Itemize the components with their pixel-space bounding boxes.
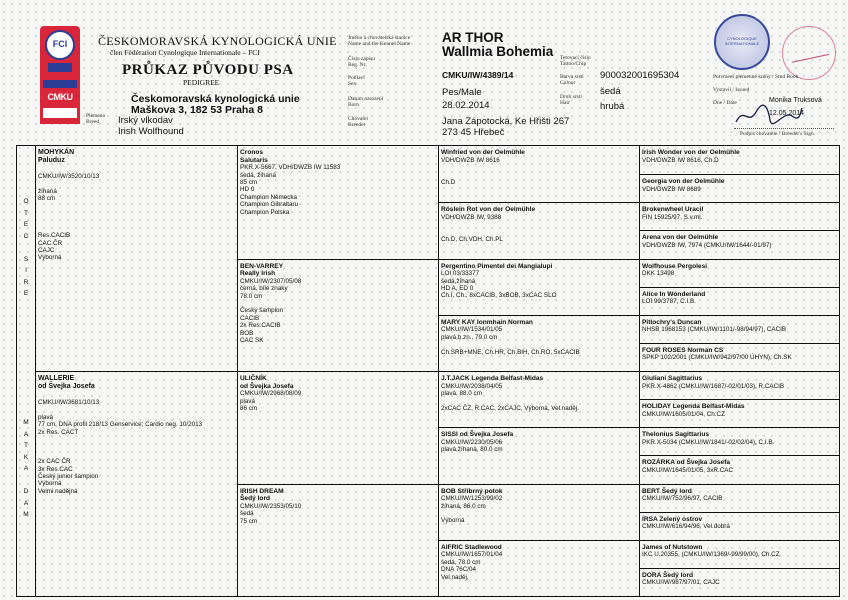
ancestor-detail: Ch.I, Ch., 8xCACIB, 3xBOB, 3xCAC SLO [441,292,557,300]
ancestor-name: Wolfhouse Pergolesi [642,262,708,270]
hair-label: Druh srsti Hair [560,94,582,106]
ancestor-detail: VDH/DWZB IW, 7974 (CMKU/IW/1644/-01/97) [642,241,772,249]
sire-side-letter: R [23,278,29,286]
ancestor-detail: CMKU/IW/2230/05/06 [441,438,503,446]
ancestor-gen1-1 [35,146,237,371]
breed-en: Irish Wolfhound [118,126,184,137]
sire-side-letter: I [25,267,27,274]
ancestor-detail: Res.CACIB [38,232,71,240]
ancestor-gen4-9 [639,371,839,399]
ancestor-detail: FIN 15925/97, S.v.ml. [642,213,703,221]
ancestor-gen3-1 [438,146,639,202]
dam-side-letter: M [23,419,29,426]
ancestor-detail: CMKU/IW/1534/01/05 [441,326,503,334]
ancestor-kennel: Paluduz [38,157,65,164]
ancestor-name: DORA Šedý lord [642,571,694,579]
dog-hair: hrubá [600,101,625,112]
ancestor-detail: plavá [38,413,54,421]
pedigree-table [16,145,840,597]
born-label: Datum narození Born [348,96,384,108]
ancestor-detail: 77 cm, DNA profil 218/13 Genservice; Cardio neg. 10/2013 [38,421,203,429]
ancestor-detail [441,164,636,171]
ancestor-name: Thelonius Sagittarius [642,431,710,439]
ancestor-detail: Český šampion [240,307,284,315]
ancestor-gen4-11 [639,427,839,455]
dam-side-letter [17,477,35,489]
ancestor-gen2-4 [237,484,438,597]
ancestor-gen4-10 [639,399,839,427]
handwritten-signature [734,104,804,126]
ancestor-detail: LOI 03/33377 [441,270,480,278]
tattoo-label: Tetovací číslo Tattoo/Chip [560,55,591,67]
org-name: ČESKOMORAVSKÁ KYNOLOGICKÁ UNIE [98,34,337,48]
ancestor-name: Brokenwheel Uracil [642,206,704,214]
issue-date: 12.05.2014 [769,110,805,117]
ancestor-detail: Český junior šampion [38,473,99,481]
ancestor-detail: 78.0 cm [240,292,263,300]
ancestor-gen3-2 [438,202,639,258]
dam-side-label [17,419,35,523]
issued-label: Vystavil / Issued [713,87,750,93]
reg-label: Číslo zápisu Reg. Nr. [348,56,376,68]
ancestor-gen4-15 [639,540,839,568]
ancestor-detail: 2x CAC ČR [38,458,71,466]
ancestor-name: ROZÁRKA od Švejka Josefa [642,459,731,467]
ancestor-name: AIFRIC Stadlewood [441,543,502,551]
ancestor-gen2-1 [237,146,438,259]
ancestor-detail: šedá, žíhaná [240,171,277,179]
dog-colour: šedá [600,86,621,97]
ancestor-gen4-1 [639,146,839,174]
ancestor-name: Röslein Rot von der Oelmühle [441,206,536,214]
ancestor-name: IRISH DREAM [240,487,284,495]
ancestor-detail: šedá [240,510,254,518]
ancestor-kennel: od Švejka Josefa [240,382,294,390]
breeder-sign-label: Podpis chovatele / Breeder's Sign. [740,131,816,137]
ancestor-detail: HD A, ED 0 [441,284,474,292]
ancestor-detail: VDH/DWZB IW, 9388 [441,213,502,221]
ancestor-gen4-2 [639,174,839,202]
ancestor-detail: IKC U.20355, (CMKU/IW/1369/-99/99/00), Ch.CZ [642,551,780,559]
ancestor-gen4-16 [639,568,839,596]
sire-side-letter: S [23,255,29,263]
ancestor-detail: plavá, 88.0 cm [441,390,482,397]
ancestor-gen4-14 [639,512,839,540]
ancestor-name: J.T.JACK Legenda Belfast-Midas [441,375,544,382]
ancestor-detail: PKR.X-5667, VDH/DWZB IW 11583 [240,164,341,172]
dog-name: AR THOR [442,30,504,45]
ancestor-name: Winfried von der Oelmühle [441,149,525,156]
ancestor-name: Georgia von der Oelmühle [642,178,725,186]
ancestor-detail: Ch.D [441,178,456,186]
breed-cz: Irský vlkodav [118,115,173,126]
ancestor-gen4-5 [639,259,839,287]
ancestor-detail: 86 cm [240,405,258,412]
ancestor-detail: VDH/DWZB IW 8616, Ch.D [642,156,719,164]
ancestor-detail: 2x Res. CACT [38,428,79,436]
ancestor-detail: CMKU/IW/1645/01/05, 3xR.CAC [642,466,733,474]
issuer-address: Maškova 3, 182 53 Praha 8 [131,104,263,116]
dam-side-letter: A [23,430,29,438]
ancestor-name: MARY KAY Ionmhain Norman [441,318,533,326]
document-title: PRŮKAZ PŮVODU PSA [122,62,294,78]
ancestor-detail: VDH/DWZB IW 8616 [441,156,500,164]
colour-label: Barva srsti Colour [560,74,584,86]
ancestor-detail: černá, bílé znaky [240,285,288,293]
ancestor-detail [38,436,234,443]
sire-side-letter: E [23,221,29,228]
dog-sex: Pes/Male [442,87,482,98]
ancestor-detail [38,210,234,217]
dog-chip: 900032001695304 [600,70,680,81]
dam-side-letter: T [24,442,28,449]
ancestor-detail: Vel.naděj. [441,573,469,581]
ancestor-detail: HD 0 [240,186,255,194]
ancestor-detail: LOI 99/3787, C.I.B. [642,298,696,306]
breeder-label: Chovatel Breeder [348,116,368,128]
ancestor-detail: 2xCAC ČZ, R.CAC, 2xCAJC, Výborná, Vel.naděj. [441,404,579,412]
ancestor-detail: DKK 13498 [642,270,675,278]
sire-side-letter [17,244,35,256]
ancestor-name: FOUR ROSES Norman CS [642,346,724,354]
ancestor-detail: 88 cm [38,195,56,203]
ancestor-detail [38,180,234,187]
document-subtitle: PEDIGREE [183,78,220,87]
sire-side-letter: O [23,198,29,205]
ancestor-detail [441,229,636,236]
ancestor-name: Pergentino Pimentel dei Mangialupi [441,262,553,270]
ancestor-detail: CAC SK [240,336,264,344]
ancestor-detail: žíhaná, 86.0 cm [441,502,486,510]
issuer-name: Českomoravská kynologická unie [131,93,300,105]
sire-side-letter: T [24,209,28,217]
ancestor-detail: CAC ČR [38,239,63,247]
dog-breeder-city: 273 45 Hřebeč [442,127,505,138]
ancestor-detail: šedá,žíhaná [441,277,476,285]
ancestor-detail: CMKU/IW/2038/04/05 [441,382,503,390]
sire-side-letter: C [23,232,29,240]
ancestor-name: Cronos [240,149,264,156]
ancestor-name: Irish Wonder von der Oelmühle [642,149,740,156]
ancestor-gen4-7 [639,315,839,343]
ancestor-detail: CMKU/IW/2968/08/09 [240,390,302,398]
ancestor-detail [38,406,234,413]
ancestor-detail [38,217,234,224]
ancestor-detail: 85 cm [240,179,258,186]
sire-side-letter: E [23,290,29,297]
ancestor-name: James of Nutstown [642,543,703,551]
ancestor-detail: CMKU/IW/1605/01/04, Ch.CZ [642,410,725,418]
ancestor-detail [38,225,234,232]
ancestor-gen4-3 [639,202,839,230]
ancestor-detail [38,443,234,450]
ancestor-name: ULIČNÍK [240,375,267,382]
ancestor-detail: Champion Polska [240,208,290,216]
ancestor-gen4-6 [639,287,839,315]
ancestor-detail: DNA 76C/04 [441,566,477,574]
ancestor-detail: plavá,b.zn., 79.0 cm [441,333,498,341]
ancestor-detail [38,203,234,210]
fci-seal: CYNOLOGIQUE INTERNATIONALE [714,14,770,70]
ancestor-detail: plavá,žíhaná, 80.0 cm [441,446,503,454]
ancestor-gen3-7 [438,484,639,540]
dam-side-letter: K [23,453,29,461]
dog-reg-no: CMKU/IW/4389/14 [442,70,514,80]
ancestor-gen3-4 [438,315,639,371]
ancestor-gen3-8 [438,540,639,596]
ancestor-detail: CMKU/IW/3681/10/13 [38,399,100,406]
dog-kennel: Wallmia Bohemia [442,44,554,59]
dam-side-letter: M [23,511,29,518]
dam-side-letter: A [23,465,29,472]
dam-side-letter: A [23,499,29,507]
ancestor-gen2-2 [237,259,438,372]
ancestor-detail: CMKU/IW/1253/99/02 [441,495,503,503]
ancestor-name: IRSA Zelený ostrov [642,515,703,523]
ancestor-detail: CMKU/IW/3520/10/13 [38,173,100,180]
signature-line [734,128,834,129]
ancestor-kennel: od Švejka Josefa [38,383,95,390]
ancestor-gen4-13 [639,484,839,512]
ancestor-detail: Champion Německa [240,193,298,201]
ancestor-gen2-3 [237,371,438,484]
ancestor-detail: BOB [240,329,254,337]
ancestor-detail [441,341,636,348]
ancestor-kennel: Really Irish [240,270,276,278]
ancestor-name: HOLIDAY Legenda Belfast-Midas [642,403,745,411]
ancestor-name: WALLERIE [38,375,75,382]
ancestor-detail: žíhaná [38,187,57,195]
ancestor-name: BERT Šedý lord [642,487,692,495]
ancestor-detail: Ch.D, Ch.VDH, Ch.PL [441,236,503,244]
sex-label: Pohlaví Sex [348,75,365,87]
ancestor-name: Arena von der Oelmühle [642,234,719,242]
ancestor-kennel: Šedý lord [240,495,271,503]
ancestor-detail: Výborná [38,254,62,262]
ancestor-name: BEN-VARREY [240,262,284,270]
stud-book-label: Potvrzení plemenné knihy / Stud Book [713,74,799,80]
ancestor-name: Pitlochry's Duncan [642,318,702,326]
dog-breeder: Jana Zápotocká, Ke Hřišti 267 [442,116,570,127]
ancestor-detail [441,221,636,228]
ancestor-detail [441,397,636,404]
ancestor-detail: CMKU/IW/1657/01/04 [441,551,503,559]
cmku-logo [40,26,80,124]
ancestor-gen3-3 [438,259,639,315]
ancestor-detail: plavá [240,397,256,405]
ancestor-detail: Champion Gibraltaru [240,201,299,209]
ancestor-detail: CMKU/IW/752/96/97, CACIB [642,495,723,503]
issued-by: Monika Truksová [769,97,822,104]
ancestor-detail [441,510,636,517]
breed-label: Plemeno Breed [86,113,106,125]
ancestor-kennel: Salutaris [240,156,268,164]
ancestor-gen3-6 [438,427,639,483]
ancestor-detail: CMKU/IW/2307/05/08 [240,277,302,285]
ancestor-gen4-8 [639,343,839,371]
dam-side-letter: D [23,488,29,495]
ancestor-gen4-4 [639,230,839,258]
ancestor-detail: 75 cm [240,517,258,525]
ancestor-name: SISSI od Švejka Josefa [441,431,514,439]
ancestor-detail: CAJC [38,247,55,255]
ancestor-detail: CACIB [240,314,260,322]
ancestor-detail: VDH/DWZB IW 8689 [642,185,701,193]
date-label: Dne / Date [713,100,737,106]
ancestor-detail [441,171,636,178]
dog-born: 28.02.2014 [442,100,490,111]
fci-member-line: člen Fédération Cynologique Internationale – FCI [110,48,260,57]
ancestor-gen3-5 [438,371,639,427]
ancestor-detail: SPKP 102/2001 (CMKU/IW/942/97/00 ÚHYN), Ch.SK [642,354,792,362]
ancestor-name: Giuliani Sagittarius [642,375,703,382]
ancestor-detail: Výborná [441,517,465,525]
ancestor-detail: CMKU/IW/616/94/96, Vel.dobrá [642,523,730,531]
ancestor-detail: CMKU/IW/987/97/01, CAJC [642,579,720,587]
ancestor-name: Alice In Wonderland [642,290,706,298]
ancestor-detail: Výborná [38,480,62,488]
ancestor-detail: 2x Res.CACIB [240,322,281,330]
ancestor-gen1-2 [35,371,237,596]
ancestor-name: MOHYKÁN [38,149,75,156]
ancestor-detail: Velmi nadějná [38,487,78,495]
ancestor-detail: 3x Res.CAC [38,465,73,473]
ancestor-detail: CMKU/IW/2353/05/10 [240,502,302,510]
ancestor-detail: šedá, 78.0 cm [441,558,481,566]
ancestor-detail: PKR.X-4862 (CMKU/IW/1687/-02/01/03), R.CACIB [642,382,785,390]
name-label: Jméno a chovatelská stanice Name and the Kennel Name [348,35,411,47]
ancestor-detail: PKR.X-5034 (CMKU/IW/1841/-02/02/04), C.I.B. [642,438,775,446]
cmku-emblem: CMKU [40,76,80,124]
ancestor-detail: Ch.SRB+MNE, Ch.HR, Ch.BIH, Ch.RO, 5xCACIB [441,348,580,356]
ancestor-name: BOB Stříbrný potok [441,487,503,495]
fci-emblem: FCI [40,26,80,76]
ancestor-gen4-12 [639,455,839,483]
ancestor-detail: NHSB 1968153 (CMKU/IW/1101/-98/94/97), CACIB [642,326,787,334]
sire-side-label [17,198,35,302]
